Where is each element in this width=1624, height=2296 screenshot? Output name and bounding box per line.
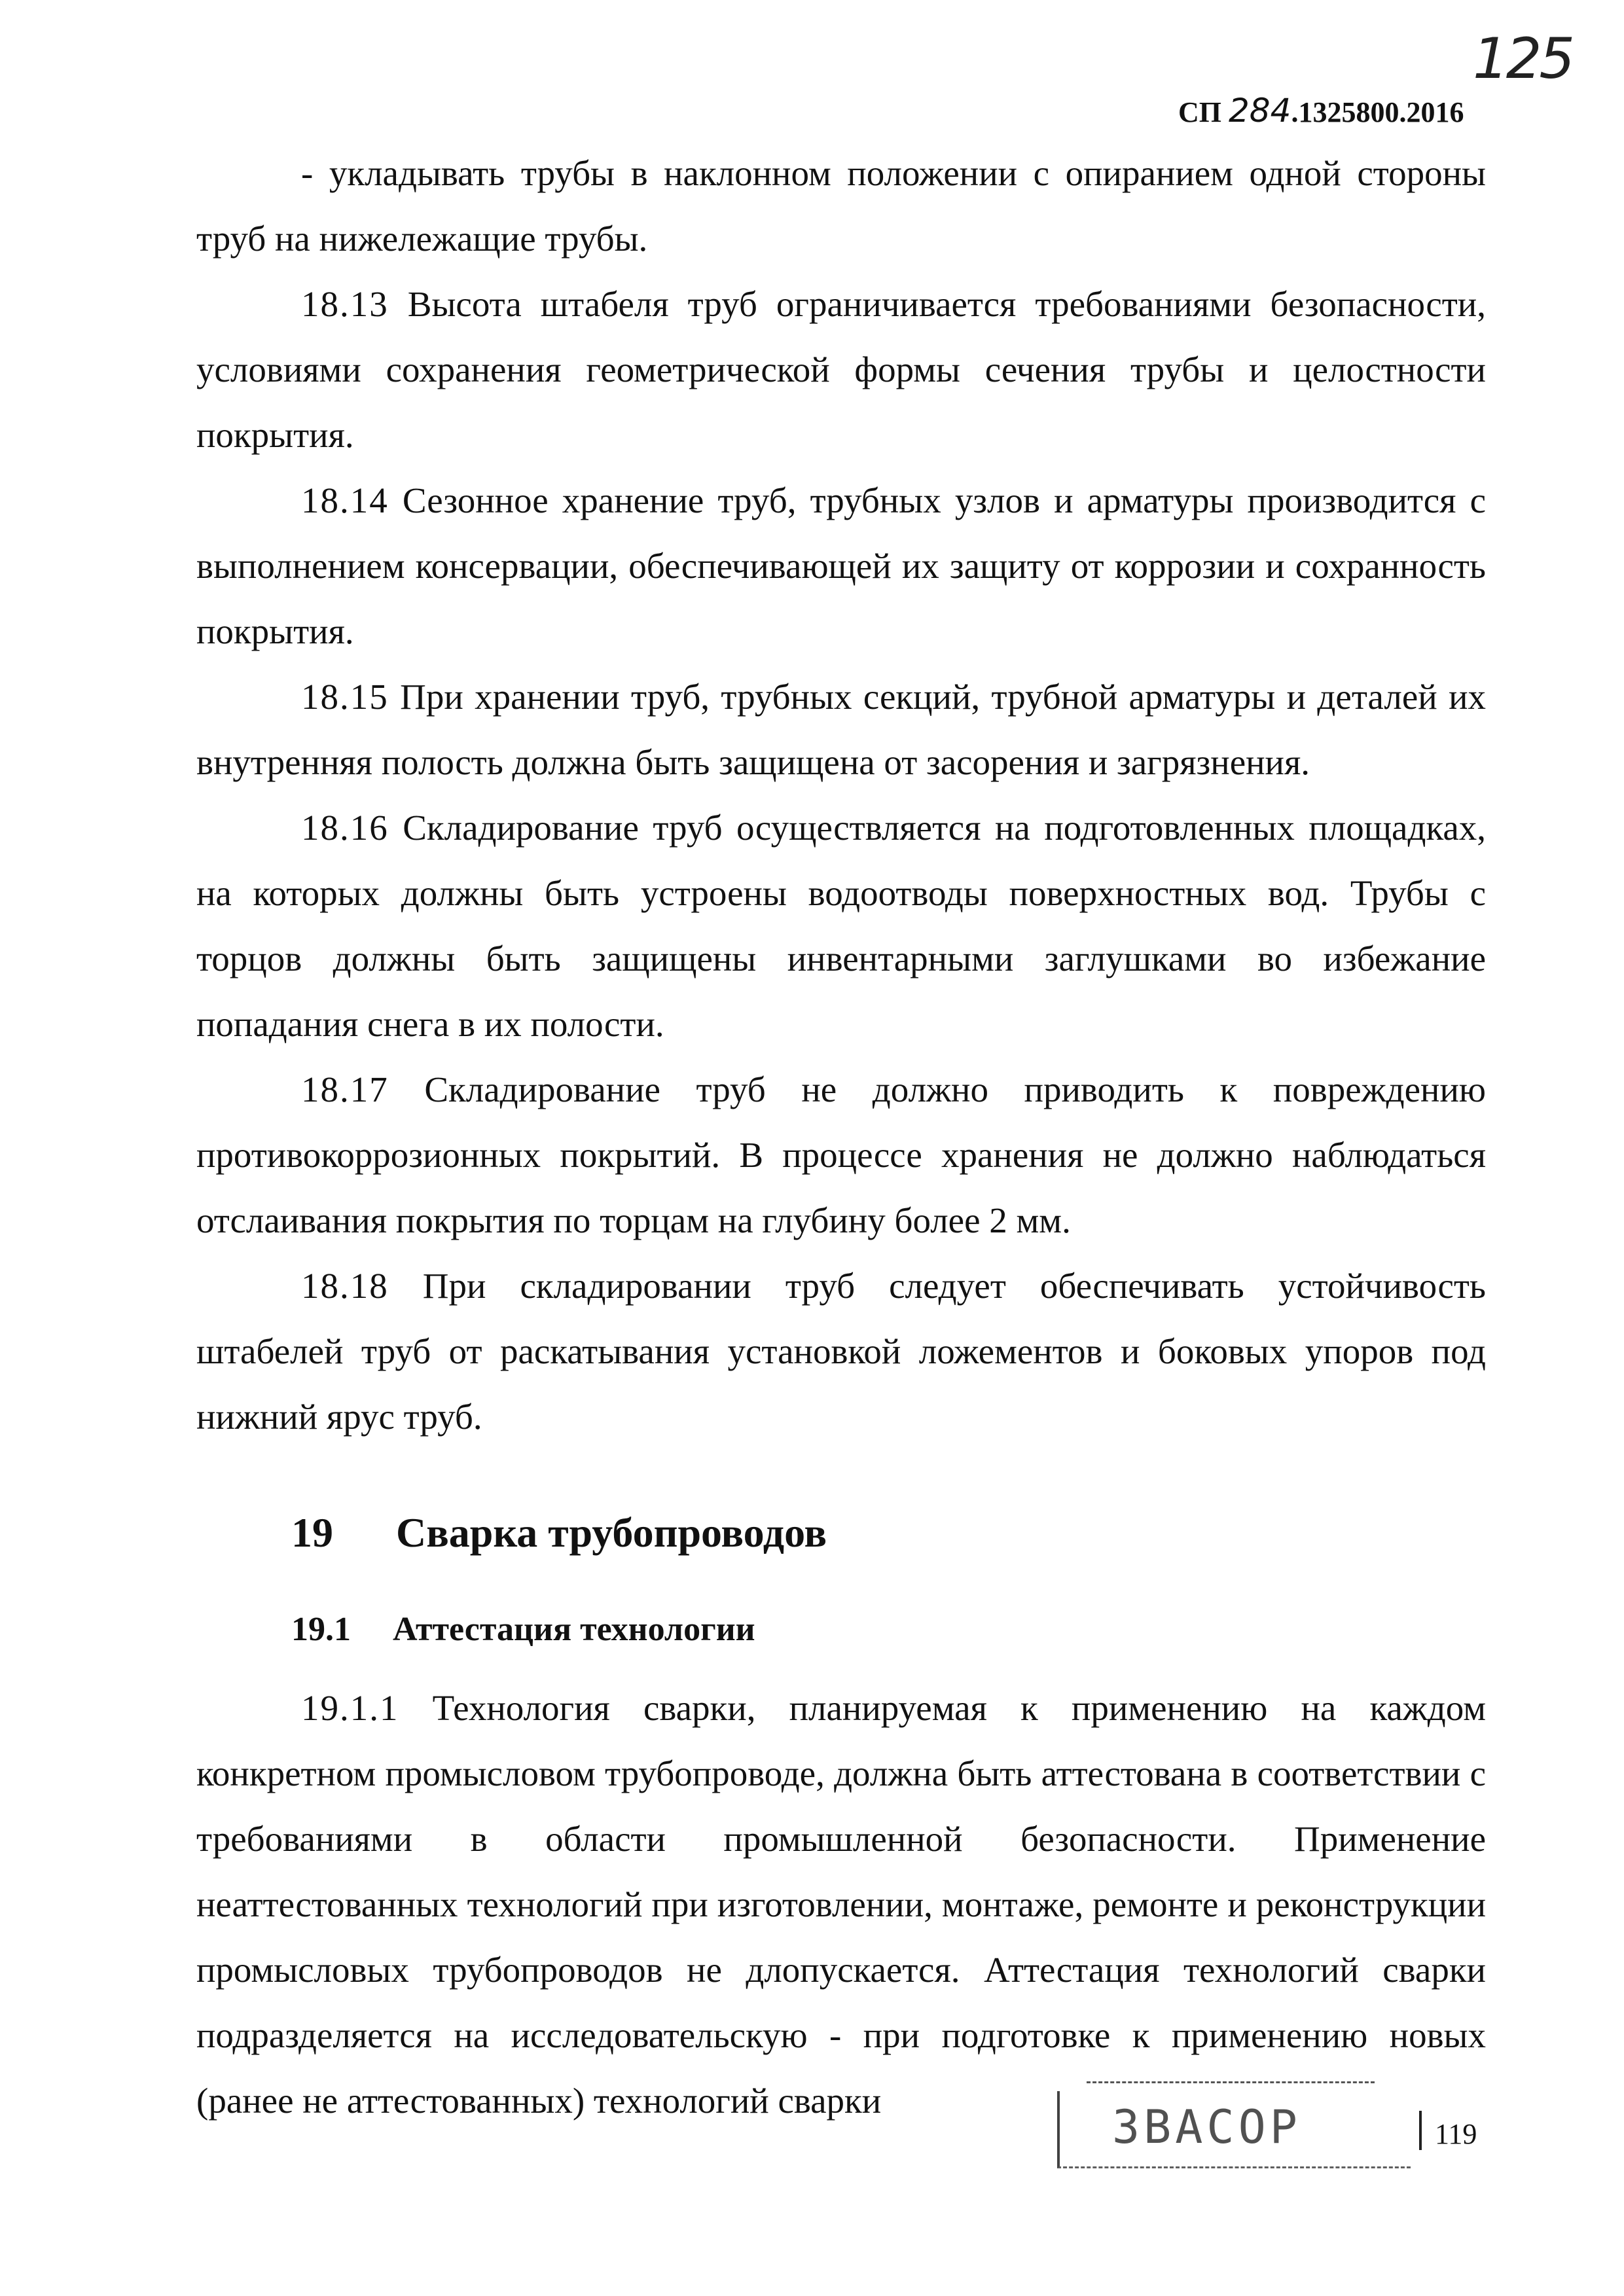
document-code (1178, 92, 1464, 130)
document-code-suffix: .1325800.2016 (1291, 96, 1464, 128)
stamp-divider (1419, 2111, 1422, 2150)
document-code-handwritten: 284 (1229, 92, 1291, 130)
paragraph-18-13 (196, 272, 1486, 468)
paragraph-list-item (196, 141, 1486, 272)
paragraph-number: 18.18 (301, 1266, 389, 1306)
paragraph-text: Высота штабеля труб ограничивается требованиями безопасности, условиями сохранения геометрической формы сечения трубы и целостности покрытия. (196, 284, 1486, 455)
paragraph-text: При хранении труб, трубных секций, трубной арматуры и деталей их внутренняя полость должна быть защищена от засорения и загрязнения. (196, 677, 1487, 782)
section-title: Сварка трубопроводов (396, 1509, 827, 1556)
page-number: 119 (1435, 2118, 1477, 2150)
paragraph-text: - укладывать трубы в наклонном положении с опиранием одной стороны труб на нижележащие трубы. (196, 153, 1486, 259)
handwritten-page-number: 125 (1473, 26, 1573, 92)
paragraph-text: Складирование труб не должно приводить к повреждению противокоррозионных покрытий. В процессе хранения не должно наблюдаться отслаивания покрытия по торцам на глубину более 2 мм. (196, 1069, 1487, 1240)
paragraph-text: Технология сварки, планируемая к применению на каждом конкретном промысловом трубопроводе, должна быть аттестована в соответствии с требованиями в области промышленной безопасности. Применение неаттестованных технологий при изготовлении, монтаже, ремонте и реконструкции промысловых трубопроводов не длопускается. Аттестация технологий сварки подразделяется на исследовательскую - при подготовке к применению новых (ранее не аттестованных) технологий сварки (196, 1688, 1487, 2121)
paragraph-18-15 (196, 664, 1486, 795)
paragraph-number: 18.15 (301, 677, 389, 717)
subsection-title: Аттестация технологии (393, 1611, 755, 1648)
paragraph-number: 19.1.1 (301, 1688, 399, 1728)
section-number: 19 (291, 1509, 333, 1556)
paragraph-18-18 (196, 1253, 1486, 1450)
body-text-top (196, 141, 1486, 1450)
document-code-prefix: СП (1178, 96, 1221, 128)
section-heading (291, 1509, 827, 1557)
paragraph-18-14 (196, 468, 1486, 664)
paragraph-18-16 (196, 795, 1486, 1057)
subsection-heading (291, 1610, 755, 1649)
paragraph-19-1-1 (196, 1676, 1486, 2134)
paragraph-text: При складировании труб следует обеспечивать устойчивость штабелей труб от раскатывания установкой ложементов и боковых упоров под нижний ярус труб. (196, 1266, 1487, 1437)
stamp: ЗВАСОР (1057, 2091, 1411, 2168)
paragraph-number: 18.14 (301, 480, 389, 520)
paragraph-number: 18.13 (301, 284, 389, 324)
paragraph-18-17 (196, 1057, 1486, 1253)
paragraph-text: Складирование труб осуществляется на подготовленных площадках, на которых должны быть устроены водоотводы поверхностных вод. Трубы с торцов должны быть защищены инвентарными заглушками во избежание попадания снега в их полости. (196, 808, 1487, 1044)
body-text-bottom (196, 1676, 1486, 2134)
paragraph-number: 18.16 (301, 808, 389, 848)
stamp-top-line (1087, 2081, 1375, 2083)
paragraph-number: 18.17 (301, 1069, 389, 1109)
paragraph-text: Сезонное хранение труб, трубных узлов и арматуры производится с выполнением консервации, обеспечивающей их защиту от коррозии и сохранность покрытия. (196, 480, 1486, 651)
subsection-number: 19.1 (291, 1611, 351, 1648)
